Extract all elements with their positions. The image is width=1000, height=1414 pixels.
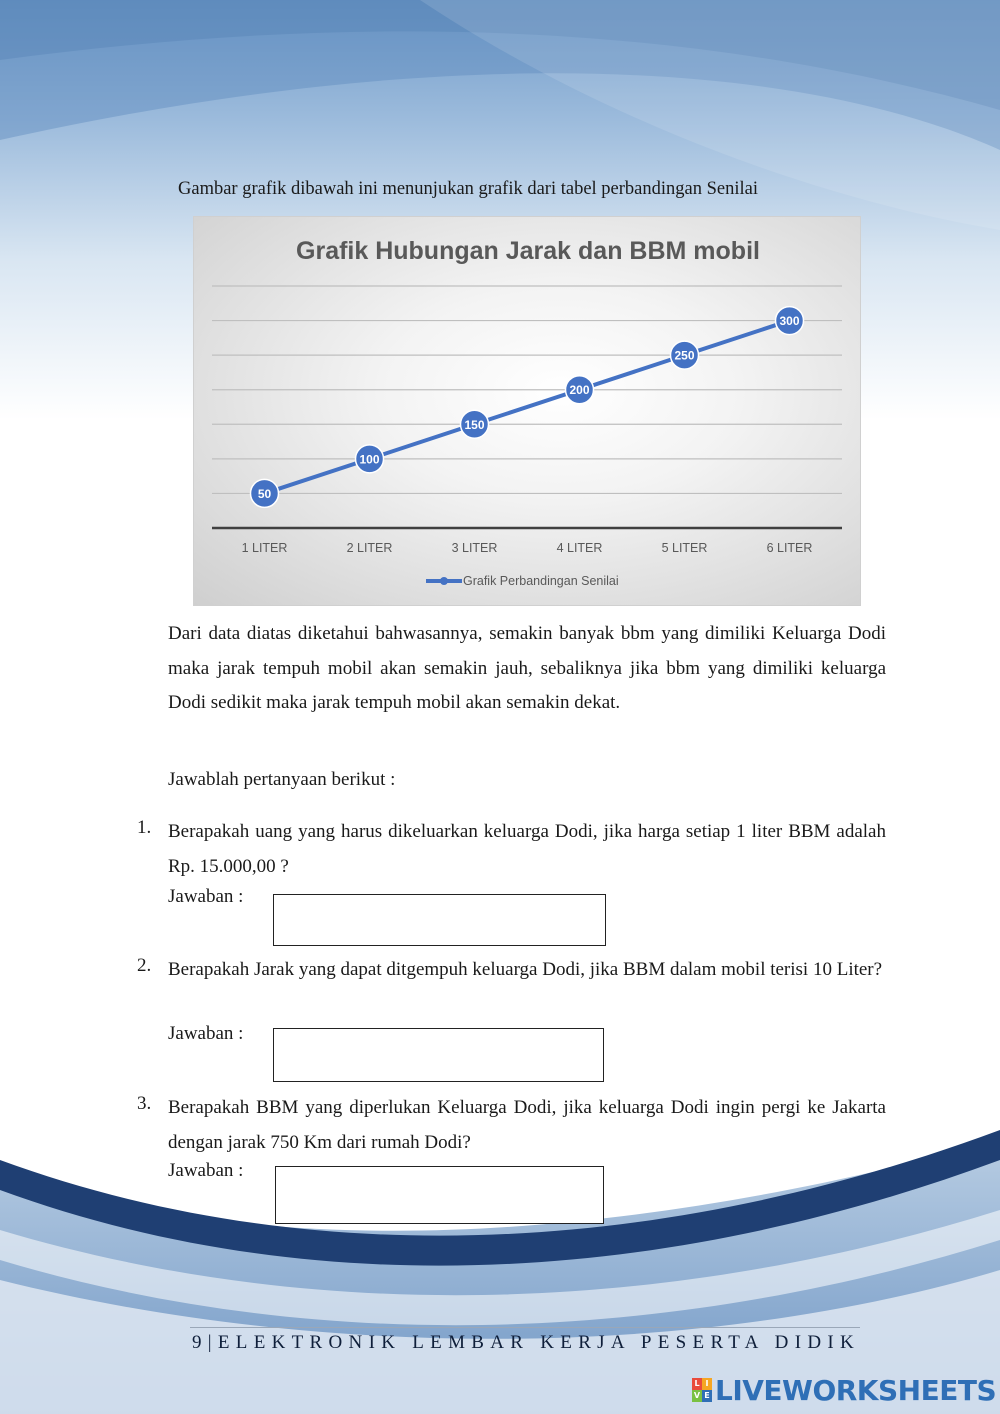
answer-3-label: Jawaban : — [168, 1160, 244, 1181]
chart-legend — [426, 574, 619, 588]
answer-2-label: Jawaban : — [168, 1023, 244, 1044]
logo-letter: V — [693, 1391, 701, 1400]
answer-1-input[interactable] — [273, 894, 606, 946]
logo-letter: L — [692, 1378, 702, 1390]
x-tick-label: 5 LITER — [661, 541, 708, 555]
chart-canvas — [194, 217, 862, 607]
questions-prompt: Jawablah pertanyaan berikut : — [168, 769, 396, 790]
logo-letter: E — [702, 1390, 712, 1402]
liveworksheets-watermark — [692, 1373, 996, 1407]
chart-series — [251, 307, 804, 508]
series-line — [265, 321, 790, 494]
chart-gridlines — [212, 286, 842, 493]
bottom-wave-decoration — [0, 1120, 1000, 1414]
question-3-text: Berapakah BBM yang diperlukan Keluarga Dodi, jika keluarga Dodi ingin pergi ke Jakarta dengan jarak 750 Km dari rumah Dodi? — [168, 1097, 886, 1153]
data-label: 100 — [359, 452, 380, 467]
footer-divider — [190, 1327, 860, 1328]
legend-marker-icon — [440, 577, 448, 585]
question-1-number: 1. — [137, 817, 152, 838]
data-label: 150 — [464, 417, 485, 432]
question-3-number: 3. — [137, 1093, 152, 1114]
line-chart — [193, 216, 861, 606]
x-tick-label: 4 LITER — [556, 541, 603, 555]
data-label: 300 — [779, 314, 800, 329]
logo-letter: I — [702, 1378, 712, 1390]
data-label: 200 — [569, 383, 590, 398]
x-tick-labels — [242, 541, 813, 555]
liveworksheets-logo-icon — [692, 1378, 712, 1402]
question-2-number: 2. — [137, 955, 152, 976]
chart-title: Grafik Hubungan Jarak dan BBM mobil — [296, 237, 760, 265]
x-tick-label: 6 LITER — [766, 541, 813, 555]
legend-label: Grafik Perbandingan Senilai — [463, 574, 619, 588]
footer-text: 9|ELEKTRONIK LEMBAR KERJA PESERTA DIDIK — [192, 1332, 861, 1353]
x-tick-label: 3 LITER — [451, 541, 498, 555]
answer-1-label: Jawaban : — [168, 886, 244, 907]
data-label: 50 — [257, 486, 272, 501]
x-tick-label: 2 LITER — [346, 541, 393, 555]
question-1-text: Berapakah uang yang harus dikeluarkan keluarga Dodi, jika harga setiap 1 liter BBM adalah Rp. 15.000,00 ? — [168, 821, 886, 877]
data-label: 250 — [674, 348, 695, 363]
watermark-text: LIVEWORKSHEETS — [715, 1373, 997, 1407]
explanation-paragraph: Dari data diatas diketahui bahwasannya, semakin banyak bbm yang dimiliki Keluarga Dodi maka jarak tempuh mobil akan semakin jauh, sebaliknya jika bbm yang dimiliki keluarga Dodi sedikit maka jarak tempuh mobil akan semakin dekat. — [168, 623, 886, 713]
question-2-text: Berapakah Jarak yang dapat ditgempuh keluarga Dodi, jika BBM dalam mobil terisi 10 Liter? — [168, 959, 883, 980]
answer-3-input[interactable] — [275, 1166, 604, 1224]
x-tick-label: 1 LITER — [241, 541, 288, 555]
answer-2-input[interactable] — [273, 1028, 604, 1082]
chart-intro-text: Gambar grafik dibawah ini menunjukan grafik dari tabel perbandingan Senilai — [178, 179, 758, 199]
